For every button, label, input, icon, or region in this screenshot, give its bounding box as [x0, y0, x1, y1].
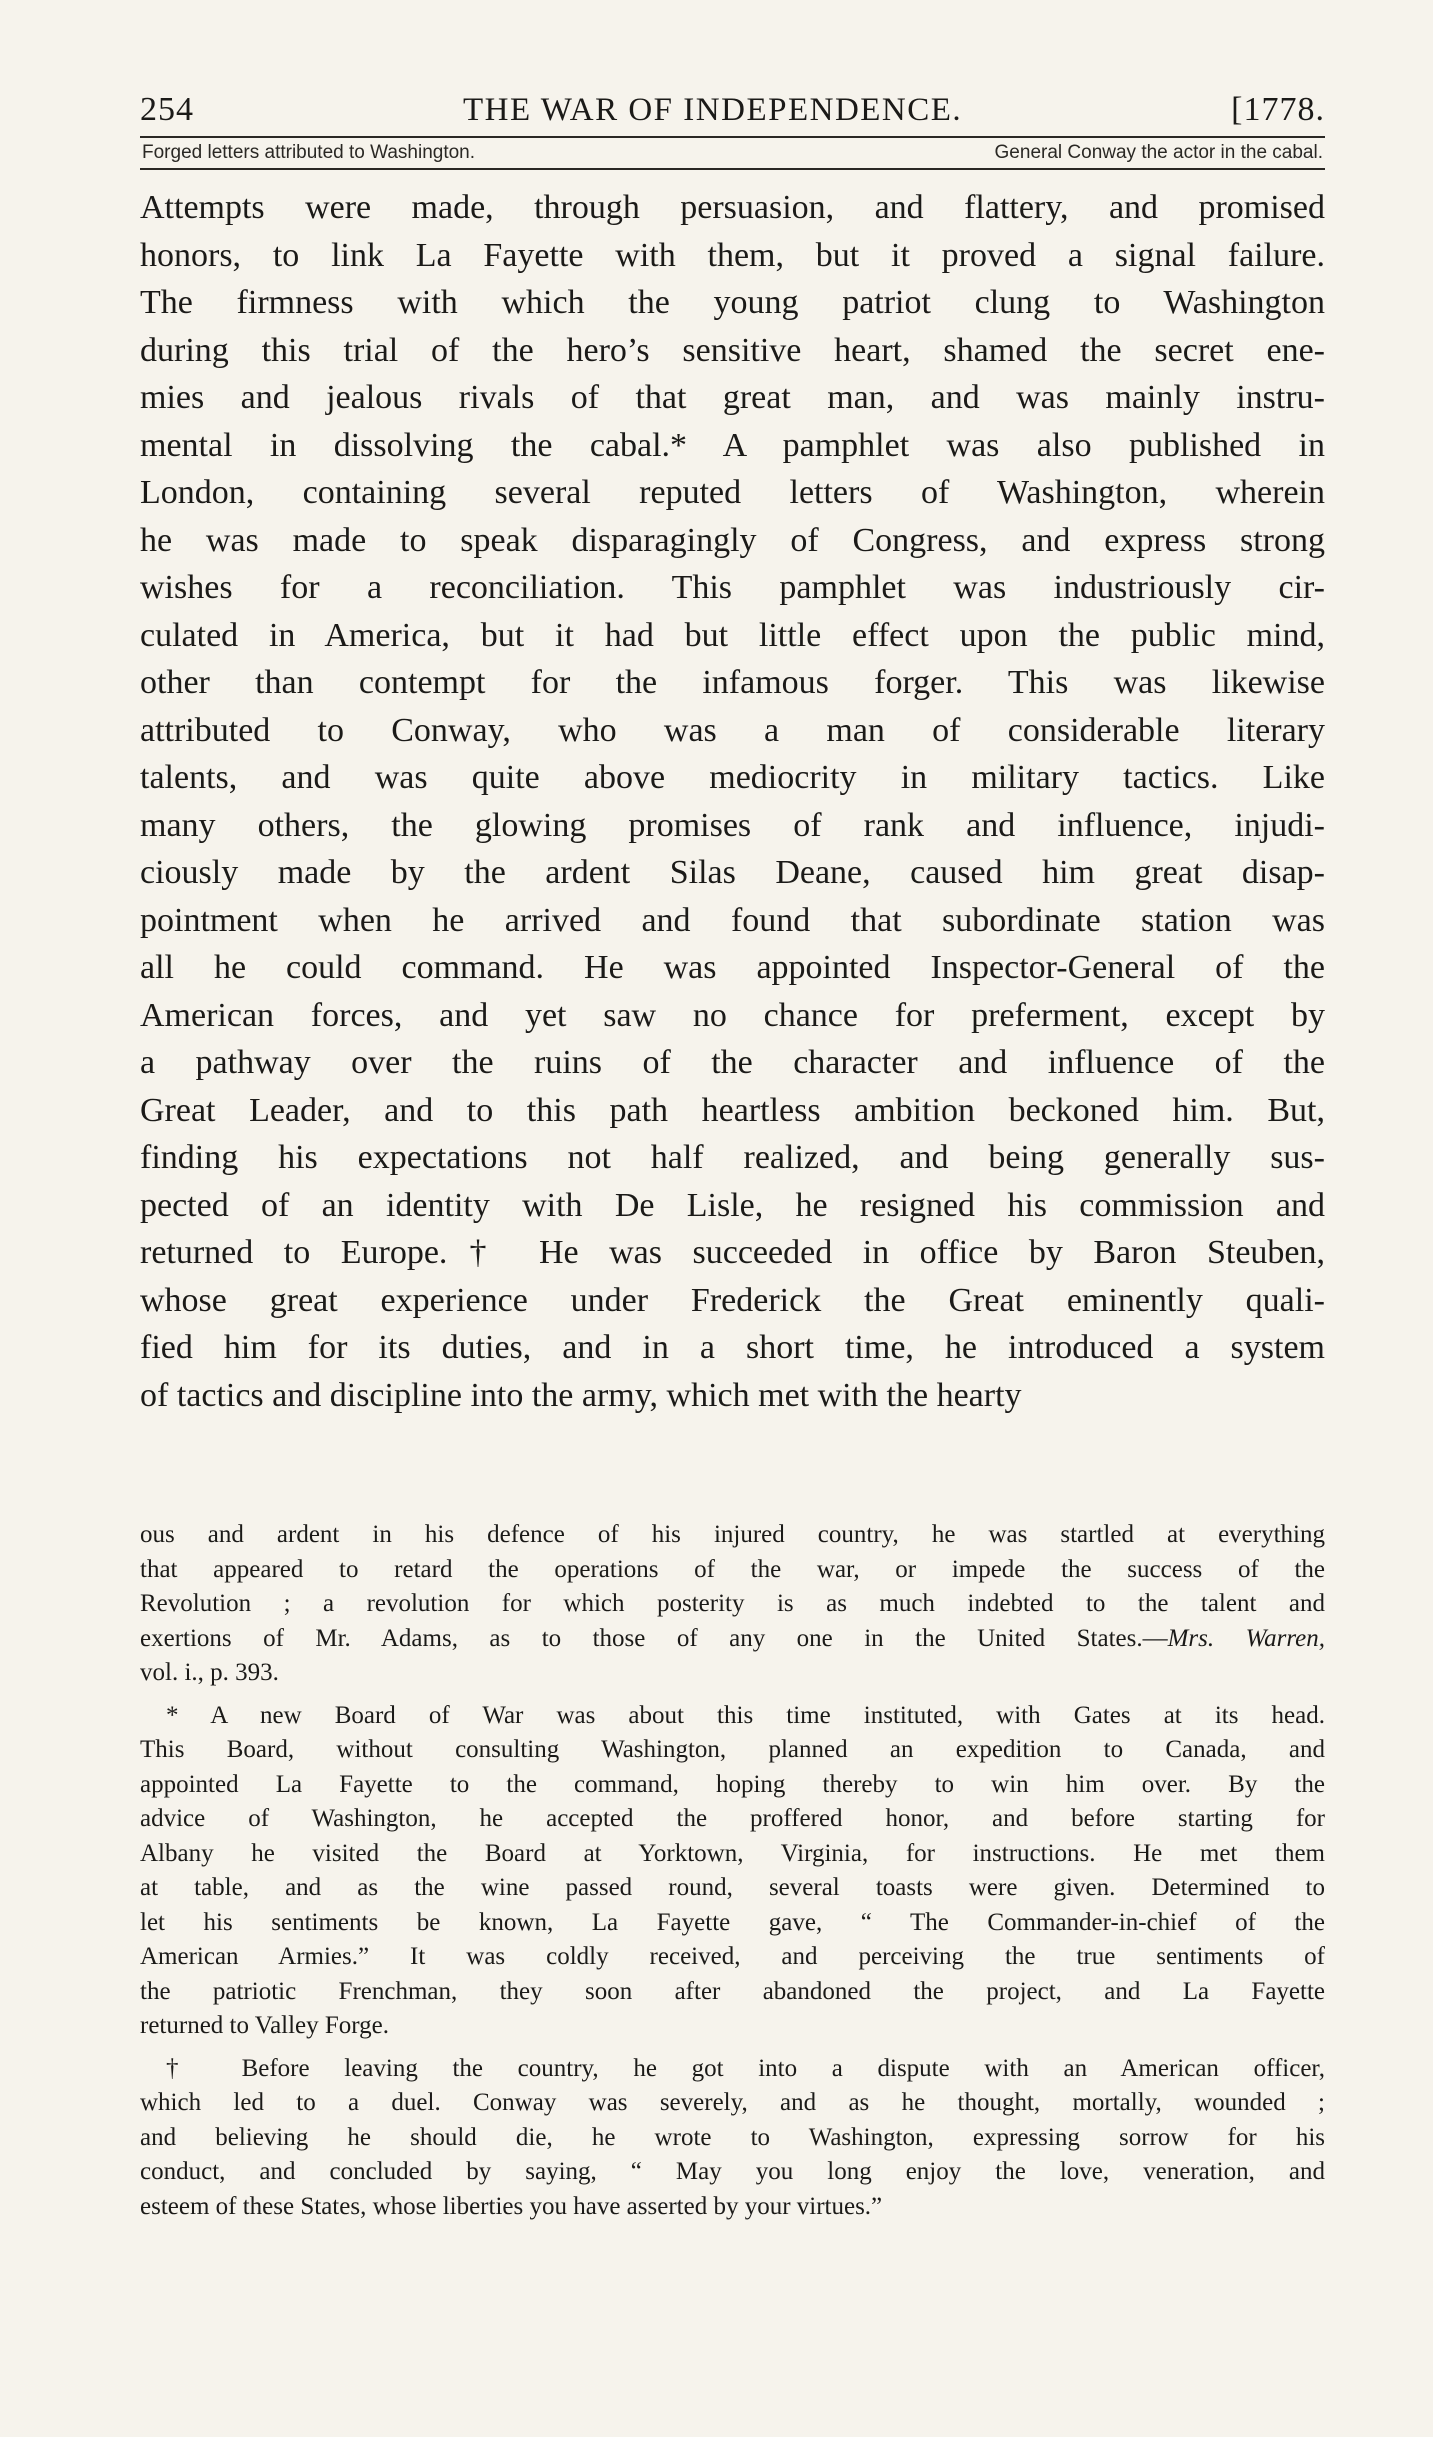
footnote-line: Albany he visited the Board at Yorktown, Virginia, for instructions. He met them — [140, 1839, 1325, 1867]
side-heading-rule — [140, 168, 1325, 170]
book-page — [140, 88, 1325, 1419]
body-line: mies and jealous rivals of that great man, and was mainly instru- — [140, 379, 1325, 416]
body-line: returned to Europe.† He was succeeded in office by Baron Steuben, — [140, 1234, 1325, 1271]
body-line: attributed to Conway, who was a man of considerable literary — [140, 711, 1325, 749]
body-line: ciously made by the ardent Silas Deane, caused him great disap- — [140, 854, 1325, 891]
footnotes — [140, 1518, 1325, 2232]
footnote-line: vol. i., p. 393. — [140, 1659, 279, 1686]
footnote-line: American Armies.” It was coldly received, and perceiving the true sentiments of — [140, 1943, 1325, 1970]
footnote-continued — [140, 1518, 1325, 1691]
body-line: a pathway over the ruins of the character and influence of the — [140, 1044, 1325, 1081]
footnote-line: Revolution ; a revolution for which posterity is as much indebted to the talent and — [140, 1590, 1325, 1617]
body-line: mental in dissolving the cabal.* A pamphlet was also published in — [140, 426, 1325, 464]
body-line: fied him for its duties, and in a short time, he introduced a system — [140, 1329, 1325, 1366]
footnote-line: let his sentiments be known, La Fayette gave, “ The Commander-in-chief of the — [140, 1908, 1325, 1936]
footnote-line: This Board, without consulting Washington, planned an expedition to Canada, and — [140, 1736, 1325, 1763]
footnote-line: returned to Valley Forge. — [140, 2012, 390, 2039]
footnote-line: advice of Washington, he accepted the proffered honor, and before starting for — [140, 1805, 1325, 1832]
side-heading-left: Forged letters attributed to Washington. — [142, 142, 476, 163]
footnote-star — [140, 1699, 1325, 2044]
body-line: during this trial of the hero’s sensitive heart, shamed the secret ene- — [140, 331, 1325, 369]
body-line: pointment when he arrived and found that subordinate station was — [140, 901, 1325, 939]
body-text — [140, 184, 1325, 1419]
footnote-line: esteem of these States, whose liberties you have asserted by your virtues.” — [140, 2192, 883, 2220]
body-line: London, containing several reputed letters of Washington, wherein — [140, 474, 1325, 511]
footnote-line: conduct, and concluded by saying, “ May you long enjoy the love, veneration, and — [140, 2158, 1325, 2185]
body-line: culated in America, but it had but little effect upon the public mind, — [140, 616, 1325, 654]
side-headings — [140, 138, 1325, 168]
footnote-line: the patriotic Frenchman, they soon after abandoned the project, and La Fayette — [140, 1977, 1325, 2005]
page-number: 254 — [140, 91, 194, 128]
body-line: many others, the glowing promises of rank and influence, injudi- — [140, 806, 1325, 844]
body-line: wishes for a reconciliation. This pamphlet was industriously cir- — [140, 569, 1325, 606]
footnote-citation: Mrs. Warren, — [1167, 1624, 1325, 1652]
footnote-line: that appeared to retard the operations of the war, or impede the success of the — [140, 1555, 1325, 1583]
body-line: Great Leader, and to this path heartless ambition beckoned him. But, — [140, 1091, 1325, 1129]
footnote-line: * A new Board of War was about this time instituted, with Gates at its head. — [166, 1701, 1325, 1729]
page-title: THE WAR OF INDEPENDENCE. — [462, 92, 963, 128]
footnote-line: at table, and as the wine passed round, several toasts were given. Determined to — [140, 1874, 1325, 1901]
running-head — [140, 88, 1325, 132]
body-line: talents, and was quite above mediocrity in military tactics. Like — [140, 759, 1325, 796]
side-heading-right: General Conway the actor in the cabal. — [994, 142, 1323, 163]
footnote-line: which led to a duel. Conway was severely, and as he thought, mortally, wounded ; — [140, 2089, 1325, 2116]
body-line: pected of an identity with De Lisle, he resigned his commission and — [140, 1186, 1325, 1224]
footnote-line: appointed La Fayette to the command, hoping thereby to win him over. By the — [140, 1770, 1325, 1798]
body-line: whose great experience under Frederick the Great eminently quali- — [140, 1281, 1325, 1319]
body-line: finding his expectations not half realized, and being generally sus- — [140, 1139, 1325, 1176]
body-line: honors, to link La Fayette with them, but it proved a signal failure. — [140, 236, 1325, 274]
body-line: other than contempt for the infamous forger. This was likewise — [140, 664, 1325, 701]
body-line: Attempts were made, through persuasion, and flattery, and promised — [140, 189, 1325, 226]
body-line: all he could command. He was appointed Inspector-General of the — [140, 949, 1325, 986]
body-line: of tactics and discipline into the army, which met with the hearty — [140, 1376, 1022, 1414]
body-line: The firmness with which the young patriot clung to Washington — [140, 284, 1325, 321]
body-line: American forces, and yet saw no chance for preferment, except by — [140, 996, 1325, 1034]
footnote-line: † Before leaving the country, he got into a dispute with an American officer, — [166, 2054, 1325, 2082]
footnote-text: exertions of Mr. Adams, as to those of any one in the United States.— — [140, 1624, 1168, 1652]
footnote-line: and believing he should die, he wrote to Washington, expressing sorrow for his — [140, 2123, 1325, 2151]
footnote-dagger — [140, 2052, 1325, 2225]
footnote-line: ous and ardent in his defence of his injured country, he was startled at everything — [140, 1521, 1325, 1548]
footnote-line — [140, 1622, 1325, 1657]
body-line: he was made to speak disparagingly of Congress, and express strong — [140, 521, 1325, 559]
year-marker: [1778. — [1231, 91, 1325, 128]
